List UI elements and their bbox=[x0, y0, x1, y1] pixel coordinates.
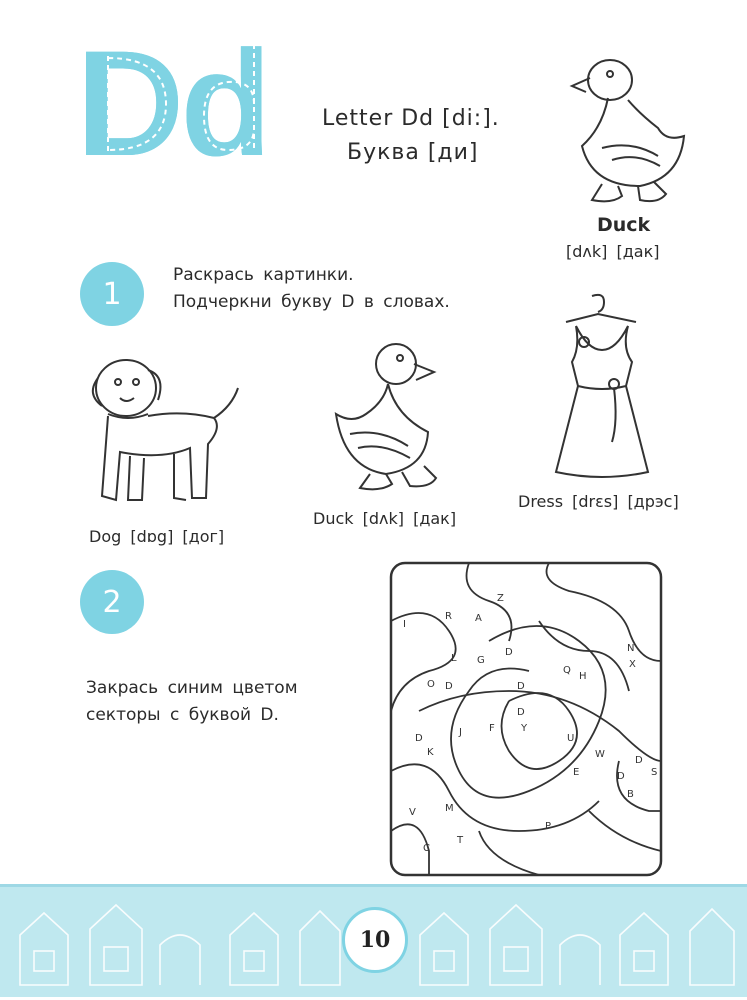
page-number: 10 bbox=[342, 907, 408, 973]
duck-illustration-middle bbox=[330, 334, 460, 494]
puzzle-letter: J bbox=[459, 727, 462, 738]
puzzle-letter: P bbox=[545, 821, 552, 832]
puzzle-letter: D bbox=[445, 681, 453, 692]
puzzle-letter: L bbox=[451, 653, 457, 664]
task1-instruction-line2: Подчеркни букву D в словах. bbox=[173, 292, 450, 312]
duck-word: Duck bbox=[597, 214, 651, 236]
puzzle-letter: E bbox=[573, 767, 580, 778]
duck-caption: Duck [dʌk] [дак] bbox=[313, 509, 457, 528]
puzzle-letter: N bbox=[627, 643, 635, 654]
puzzle-letter: A bbox=[475, 613, 482, 624]
puzzle-letter: I bbox=[403, 619, 406, 630]
puzzle-letter: D bbox=[517, 681, 525, 692]
big-letter-upper: D bbox=[76, 19, 181, 187]
puzzle-letter: S bbox=[651, 767, 658, 778]
task1-instruction-line1: Раскрась картинки. bbox=[173, 265, 354, 285]
puzzle-letter: M bbox=[445, 803, 454, 814]
puzzle-letter: H bbox=[579, 671, 587, 682]
dress-caption: Dress [drɛs] [дрэс] bbox=[518, 492, 679, 511]
dress-illustration bbox=[552, 292, 652, 482]
puzzle-letter: C bbox=[423, 843, 430, 854]
letter-puzzle[interactable] bbox=[389, 561, 663, 877]
task-number-2: 2 bbox=[80, 570, 144, 634]
puzzle-letter: X bbox=[629, 659, 636, 670]
task-number-1: 1 bbox=[80, 262, 144, 326]
puzzle-letter: V bbox=[409, 807, 416, 818]
footer-decor-band bbox=[0, 884, 747, 997]
task2-instruction-line2: секторы с буквой D. bbox=[86, 705, 279, 725]
letter-subtitle: Буква [ди] bbox=[347, 140, 479, 165]
dog-caption: Dog [dɒg] [дог] bbox=[89, 527, 225, 546]
puzzle-letter: O bbox=[427, 679, 435, 690]
puzzle-letter: W bbox=[595, 749, 605, 760]
puzzle-letter: B bbox=[627, 789, 634, 800]
task2-instruction-line1: Закрась синим цветом bbox=[86, 678, 298, 698]
dog-illustration bbox=[82, 348, 244, 516]
letter-title: Letter Dd [di:]. bbox=[322, 106, 500, 131]
duck-illustration-top bbox=[562, 48, 692, 208]
puzzle-letter: R bbox=[445, 611, 452, 622]
puzzle-letter: Q bbox=[563, 665, 571, 676]
letter-tracing-dashes bbox=[76, 40, 276, 170]
puzzle-letter: D bbox=[517, 707, 525, 718]
duck-transcription: [dʌk] [дак] bbox=[566, 242, 660, 261]
puzzle-letter: Z bbox=[497, 593, 504, 604]
puzzle-letter: U bbox=[567, 733, 575, 744]
puzzle-letter: D bbox=[617, 771, 625, 782]
puzzle-letter: T bbox=[457, 835, 464, 846]
big-letter-lower: d bbox=[180, 19, 268, 187]
puzzle-letter: K bbox=[427, 747, 434, 758]
puzzle-letter: G bbox=[477, 655, 485, 666]
puzzle-letter: Y bbox=[521, 723, 528, 734]
puzzle-letter: D bbox=[415, 733, 423, 744]
puzzle-letter: D bbox=[505, 647, 513, 658]
puzzle-letter: D bbox=[635, 755, 643, 766]
puzzle-letter: F bbox=[489, 723, 495, 734]
